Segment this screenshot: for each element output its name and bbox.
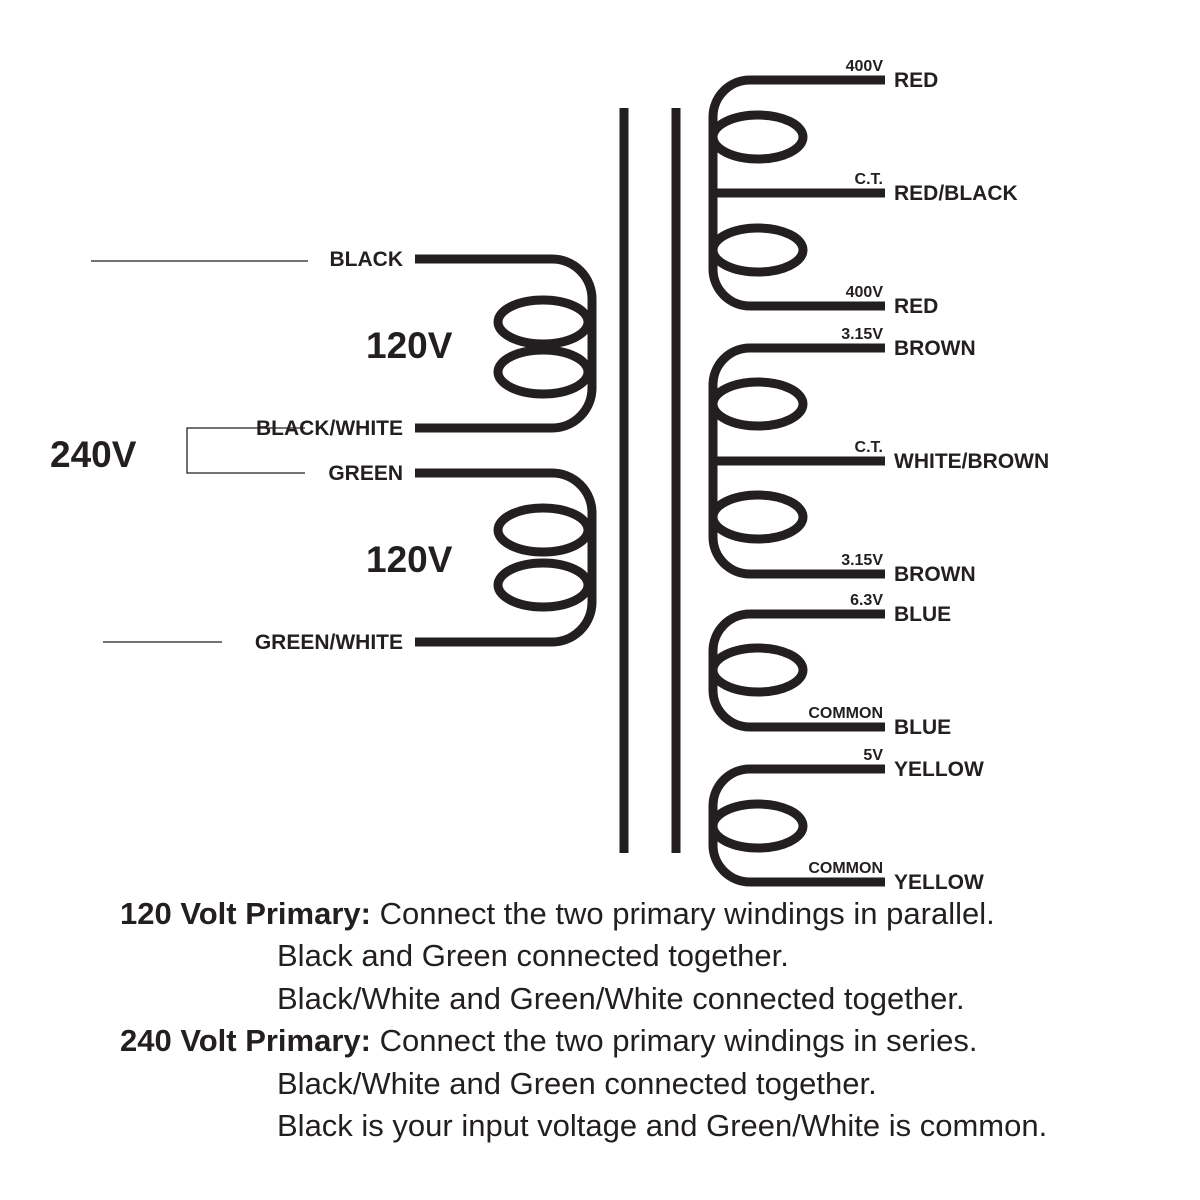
note-240-text: Connect the two primary windings in series. [370, 1023, 978, 1059]
coil-turn [713, 115, 803, 159]
coil-turn [498, 563, 588, 607]
primary-240v-label: 240V [50, 434, 137, 475]
wire-color-label: BLUE [894, 603, 952, 626]
coil-turn [713, 804, 803, 848]
note-120-line3: Black/White and Green/White connected together. [277, 980, 965, 1016]
coil-turn [713, 648, 803, 692]
note-120-heading: 120 Volt Primary: [120, 896, 371, 931]
coil-turn [498, 508, 588, 552]
coil-turn [498, 300, 588, 344]
wire-color-label: YELLOW [894, 758, 984, 781]
coil-turn [713, 228, 803, 272]
wire-color-label: WHITE/BROWN [894, 450, 1050, 473]
tap-label: 6.3V [850, 592, 883, 609]
wiring-notes [0, 893, 1047, 1147]
lead-black: BLACK [329, 248, 403, 271]
tap-label: COMMON [808, 705, 883, 722]
tap-label: COMMON [808, 860, 883, 877]
note-120-text: Connect the two primary windings in parallel. [370, 896, 995, 931]
primary-winding2-voltage: 120V [366, 539, 453, 580]
lead-green-white: GREEN/WHITE [254, 631, 403, 654]
coil-turn [498, 350, 588, 394]
lead-green: GREEN [328, 462, 403, 485]
wire-color-label: RED/BLACK [894, 182, 1018, 205]
wire-color-label: BROWN [894, 337, 976, 360]
lead-black-white: BLACK/WHITE [256, 417, 403, 440]
note-240-heading: 240 Volt Primary: [120, 1023, 371, 1059]
primary-winding1-voltage: 120V [366, 325, 453, 366]
wire-color-label: RED [894, 69, 939, 92]
tap-label: 3.15V [841, 552, 883, 569]
wire-color-label: BROWN [894, 563, 976, 586]
note-120-line2: Black and Green connected together. [277, 938, 789, 974]
coil-turn [713, 495, 803, 539]
note-240-line3: Black is your input voltage and Green/White is common. [277, 1108, 1048, 1144]
tap-label: C.T. [854, 171, 883, 188]
wire-color-label: RED [894, 295, 939, 318]
wire-color-label: BLUE [894, 716, 952, 739]
tap-label: 400V [845, 284, 883, 301]
tap-label: C.T. [854, 439, 883, 456]
tap-label: 5V [863, 747, 883, 764]
wire-color-label: YELLOW [894, 871, 984, 894]
tap-label: 400V [845, 58, 883, 75]
tap-label: 3.15V [841, 326, 883, 343]
coil-turn [713, 382, 803, 426]
note-240-line2: Black/White and Green connected together. [277, 1065, 877, 1101]
